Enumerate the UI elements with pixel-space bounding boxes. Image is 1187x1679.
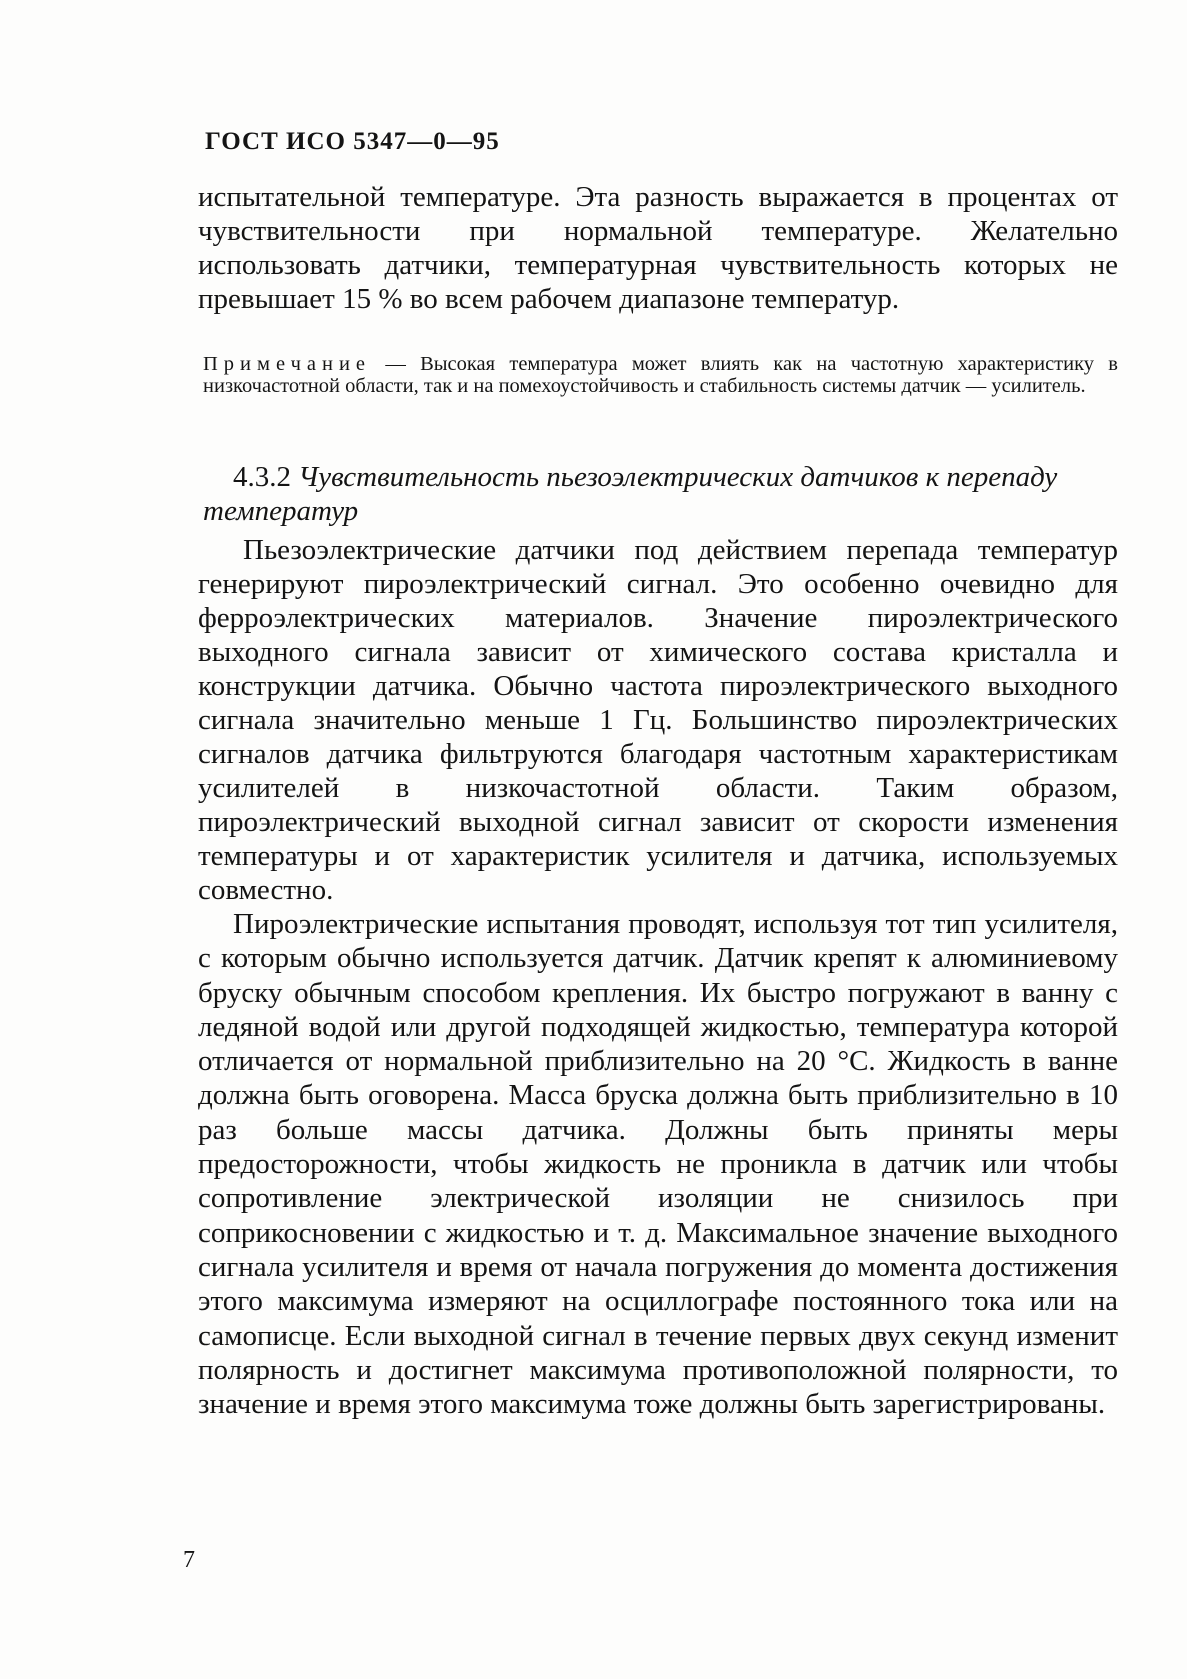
note-label: Примечание — [203, 353, 372, 375]
page-number: 7 — [183, 1547, 195, 1573]
body-paragraph-2: Пироэлектрические испытания проводят, используя тот тип усилителя, с которым обычно используется датчик. Датчик крепят к алюминиевому бруску обычным способом крепления. Их быстро погружают в ванну с ледяной водой или другой подходящей жидкостью, температура которой отличается от нормальной приблизительно на 20 °С. Жидкость в ванне должна быть оговорена. Масса бруска должна быть приблизительно в 10 раз больше массы датчика. Должны быть приняты меры предосторожности, чтобы жидкость не проникла в датчик или чтобы сопротивление электрической изоляции не снизилось при соприкосновении с жидкостью и т. д. Максимальное значение выходного сигнала усилителя и время от начала погружения до момента достижения этого максимума измеряют на осциллографе постоянного тока или на самописце. Если выходной сигнал в течение первых двух секунд изменит полярность и достигнет максимума противоположной полярности, то значение и время этого максимума тоже должны быть зарегистрированы. — [198, 908, 1118, 1421]
document-header: ГОСТ ИСО 5347—0—95 — [205, 128, 500, 155]
note-text: — Высокая температура может влиять как на частотную характеристику в низкочастотной области, так и на помехоустойчивость и стабильность системы датчик — усилитель. — [203, 353, 1118, 397]
section-heading — [203, 460, 1118, 528]
intro-paragraph: испытательной температуре. Эта разность выражается в процентах от чувствительности при нормальной температуре. Желательно использовать датчики, температурная чувствительность которых не превышает 15 % во всем рабочем диапазоне температур. — [198, 181, 1118, 315]
section-number: 4.3.2 — [233, 461, 291, 493]
note-block — [203, 353, 1118, 397]
section-title: Чувствительность пьезоэлектрических датчиков к перепаду температур — [203, 461, 1058, 527]
body-paragraph-1: Пьезоэлектрические датчики под действием перепада температур генерируют пироэлектрический сигнал. Это особенно очевидно для ферроэлектрических материалов. Значение пироэлектрического выходного сигнала зависит от химического состава кристалла и конструкции датчика. Обычно частота пироэлектрического выходного сигнала значительно меньше 1 Гц. Большинство пироэлектрических сигналов датчика фильтруются благодаря частотным характеристикам усилителей в низкочастотной области. Таким образом, пироэлектрический выходной сигнал зависит от скорости изменения температуры и от характеристик усилителя и датчика, используемых совместно. — [198, 534, 1118, 906]
